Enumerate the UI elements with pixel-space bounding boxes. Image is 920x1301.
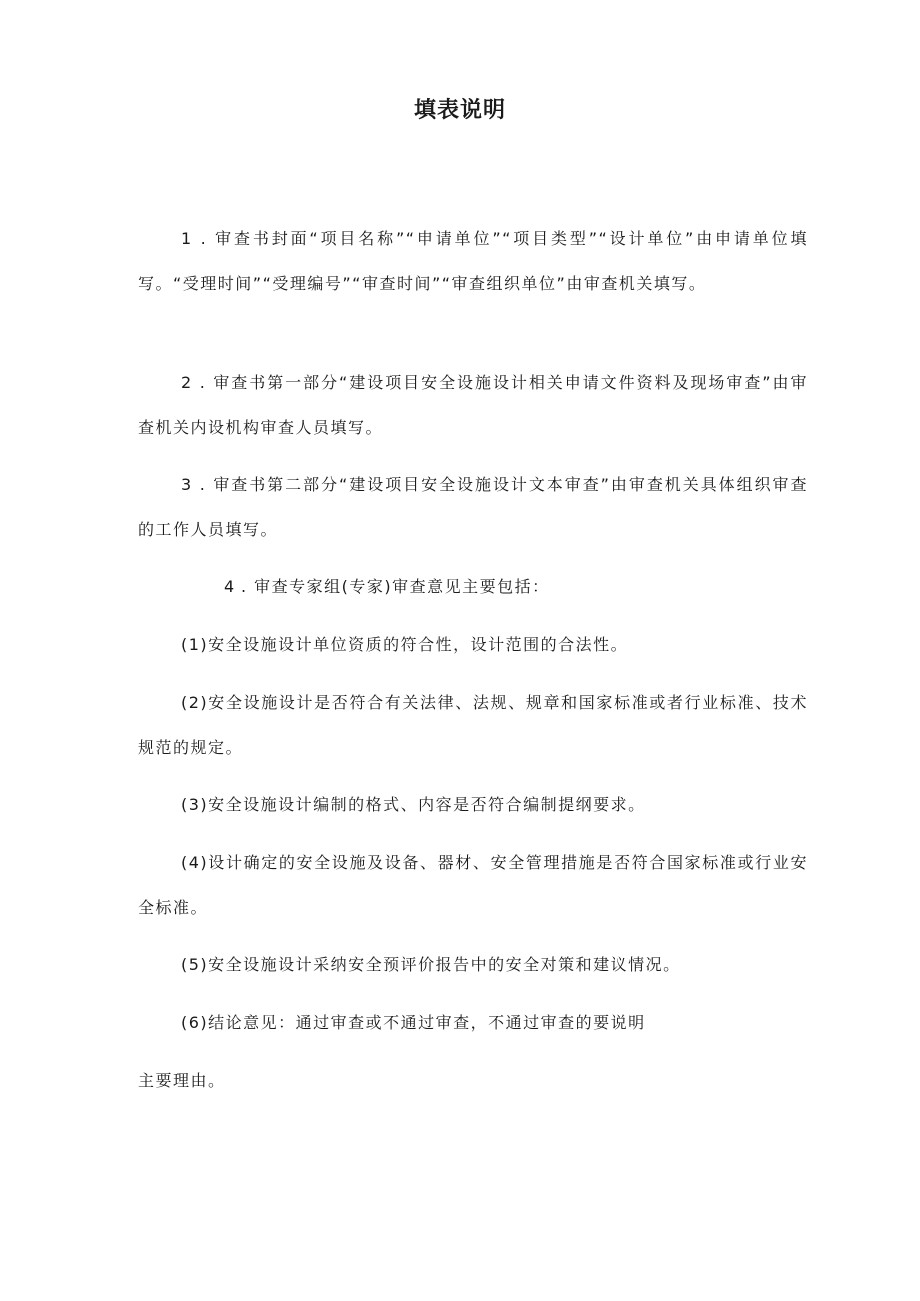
review-point-3: (3)安全设施设计编制的格式、内容是否符合编制提纲要求。 [181, 795, 646, 814]
item-4-number: 4 [224, 577, 236, 596]
instruction-item-2: 2 . 审查书第一部分“建设项目安全设施设计相关申请文件资料及现场审查”由审查机关内设机构审查人员填写。 [138, 373, 808, 437]
review-point-6-text: (6)结论意见：通过审查或不通过审查，不通过审查的要说明 [181, 1013, 646, 1032]
review-point-2: (2)安全设施设计是否符合有关法律、法规、规章和国家标准或者行业标准、技术规范的规定。 [138, 693, 808, 757]
review-point-6 [138, 1000, 808, 1103]
instruction-item-4 [138, 564, 808, 609]
instruction-item-3: 3 . 审查书第二部分“建设项目安全设施设计文本审查”由审查机关具体组织审查的工作人员填写。 [138, 475, 808, 539]
review-point-6-continuation: 主要理由。 [138, 1071, 226, 1090]
instruction-item-1: 1 . 审查书封面“项目名称”“申请单位”“项目类型”“设计单位”由申请单位填写。“受理时间”“受理编号”“审查时间”“审查组织单位”由审查机关填写。 [138, 229, 808, 293]
item-4-text: . 审查专家组(专家)审查意见主要包括： [241, 577, 550, 596]
review-point-4: (4)设计确定的安全设施及设备、器材、安全管理措施是否符合国家标准或行业安全标准。 [138, 853, 808, 917]
page-title: 填表说明 [413, 98, 506, 123]
review-point-1: (1)安全设施设计单位资质的符合性，设计范围的合法性。 [181, 635, 629, 654]
review-point-5: (5)安全设施设计采纳安全预评价报告中的安全对策和建议情况。 [181, 955, 681, 974]
